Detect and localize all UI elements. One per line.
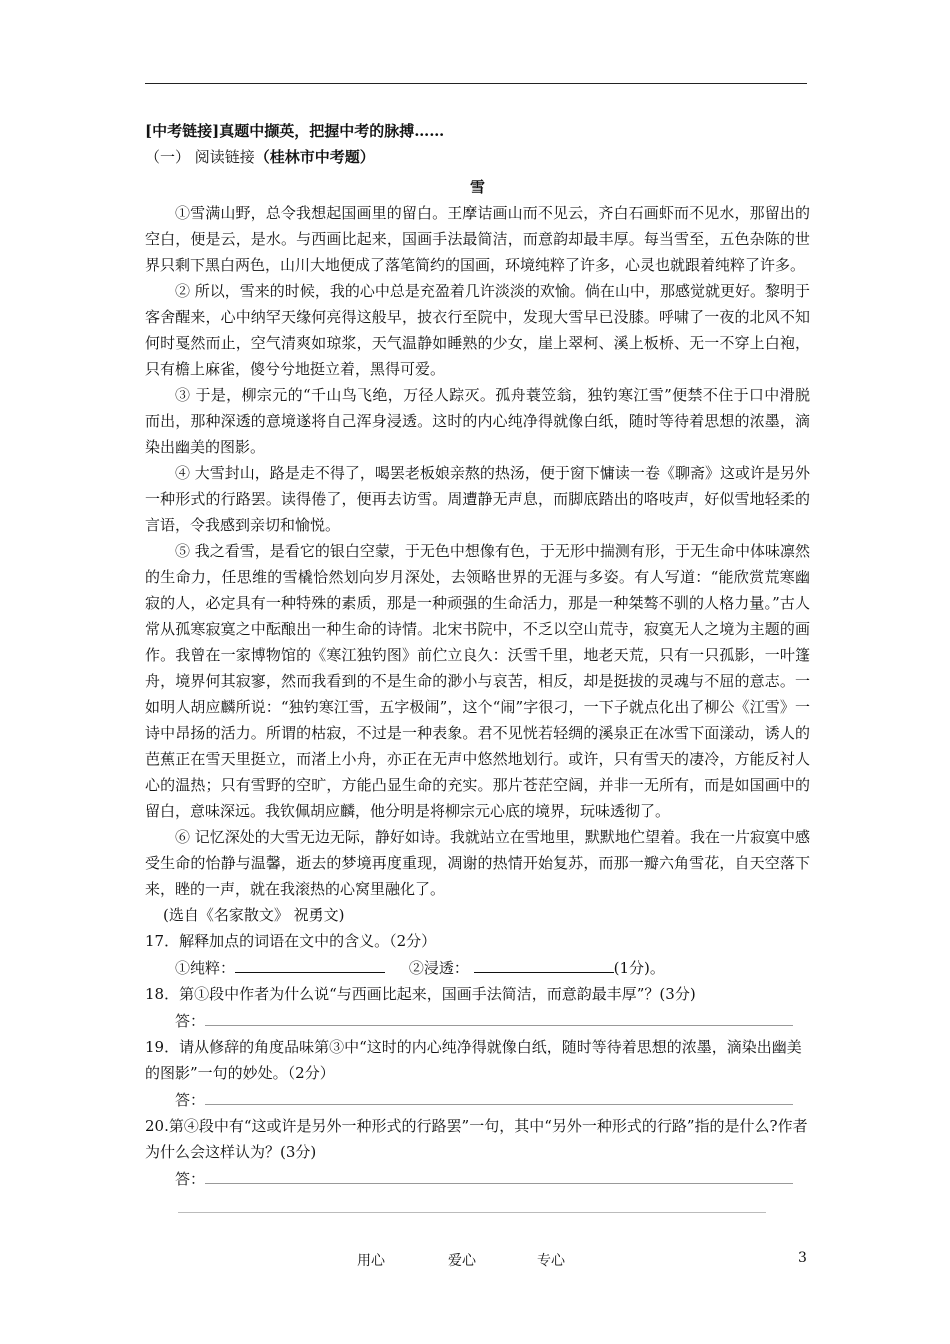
- footer-word-2: 爱心: [448, 1253, 476, 1269]
- paragraph-4: ④ 大雪封山，路是走不得了，喝罢老板娘亲熬的热汤，便于窗下慵读一卷《聊斋》这或许是另外一种形式的行路罢。读得倦了，便再去访雪。周遭静无声息，而脚底踏出的咯吱声，好似雪地轻柔的言语，令我感到亲切和愉悦。: [145, 464, 810, 534]
- q20-answer-line[interactable]: [205, 1165, 793, 1184]
- question-18: 18．第①段中作者为什么说“与西画比起来，国画手法简洁，而意韵最丰厚”？(3分): [145, 985, 696, 1003]
- paragraph-3: ③ 于是，柳宗元的“千山鸟飞绝，万径人踪灭。孤舟蓑笠翁，独钓寒江雪”便禁不住于口中滑脱而出，那种深透的意境遂将自己浑身浸透。这时的内心纯净得就像白纸，随时等待着思想的浓墨，滴染出幽美的图影。: [145, 386, 810, 456]
- paragraph-1: ①雪满山野，总令我想起国画里的留白。王摩诘画山而不见云，齐白石画虾而不见水，那留出的空白，便是云，是水。与西画比起来，国画手法最简洁，而意韵却最丰厚。每当雪至，五色杂陈的世界只剩下黑白两色，山川大地便成了落笔简约的国画，环境纯粹了许多，心灵也就跟着纯粹了许多。: [145, 204, 810, 274]
- question-17: 17．解释加点的词语在文中的含义。（2分）: [145, 932, 437, 950]
- q17-item2-blank[interactable]: [474, 954, 614, 973]
- footer-word-1: 用心: [357, 1253, 385, 1269]
- page-number: 3: [798, 1250, 807, 1266]
- q19-answer-label: 答：: [175, 1091, 206, 1109]
- q20-answer-label: 答：: [175, 1170, 206, 1188]
- question-17-items: [145, 954, 810, 981]
- paragraph-2: ② 所以，雪来的时候，我的心中总是充盈着几许淡淡的欢愉。倘在山中，那感觉就更好。黎明于客舍醒来，心中纳罕天缘何亮得这般早，披衣行至院中，发现大雪早已没膝。呼啸了一夜的北风不知何时戛然而止，空气清爽如琼浆，天气温静如睡熟的少女，崖上翠柯、溪上板桥、无一不穿上白袍，只有檐上麻雀，傻兮兮地挺立着，黑得可爱。: [145, 282, 810, 378]
- footer-word-3: 专心: [537, 1253, 565, 1269]
- q18-answer-row: [145, 1007, 810, 1034]
- q17-item1-blank[interactable]: [235, 954, 385, 973]
- paragraph-5: ⑤ 我之看雪，是看它的银白空蒙，于无色中想像有色，于无形中揣测有形，于无生命中体味凛然的生命力，任思维的雪橇恰然划向岁月深处，去领略世界的无涯与多姿。有人写道：“能欣赏荒寒幽寂的人，必定具有一种特殊的素质，那是一种顽强的生命活力，那是一种桀骜不驯的人格力量。”古人常从孤寒寂寞之中酝酿出一种生命的诗情。北宋书院中，不乏以空山荒寺，寂寞无人之境为主题的画作。我曾在一家博物馆的《寒江独钓图》前伫立良久：沃雪千里，地老天荒，只有一只孤影，一叶篷舟，境界何其寂寥，然而我看到的不是生命的渺小与哀苦，相反，却是挺拔的灵魂与不屈的意志。一如明人胡应麟所说：“独钓寒江雪，五字极闹”，这个“闹”字很刁，一下子就点化出了柳公《江雪》一诗中昂扬的活力。所谓的枯寂，不过是一种表象。君不见恍若轻绸的溪泉正在冰雪下面漾动，诱人的芭蕉正在雪天里挺立，而渚上小舟，亦正在无声中悠然地划行。或许，只有雪天的凄冷，方能反衬人心的温热；只有雪野的空旷，方能凸显生命的充实。那片苍茫空阔，并非一无所有，而是如国画中的留白，意味深远。我钦佩胡应麟，他分明是将柳宗元心底的境界，玩味透彻了。: [145, 542, 810, 820]
- section-heading: [中考链接]真题中撷英，把握中考的脉搏……: [145, 122, 445, 140]
- subsection-source: （桂林市中考题）: [254, 148, 375, 166]
- q18-answer-line[interactable]: [205, 1007, 793, 1026]
- question-20: 20.第④段中有“这或许是另外一种形式的行路罢”一句，其中“另外一种形式的行路”指的是什么?作者为什么会这样认为？(3分): [145, 1117, 808, 1161]
- q17-item2-score: (1分)。: [613, 959, 665, 977]
- paragraph-6: ⑥ 记忆深处的大雪无边无际，静好如诗。我就站立在雪地里，默默地伫望着。我在一片寂寞中感受生命的怡静与温馨，逝去的梦境再度重现，凋谢的热情开始复苏，而那一瓣六角雪花，自天空落下来，睉的一声，就在我滚热的心窝里融化了。: [145, 828, 810, 898]
- question-19: 19．请从修辞的角度品味第③中“这时的内心纯净得就像白纸，随时等待着思想的浓墨，滴染出幽美的图影”一句的妙处。（2分）: [145, 1038, 802, 1082]
- article-title: 雪: [469, 178, 485, 196]
- subsection-heading: [145, 144, 810, 170]
- q17-item2-label: ②浸透：: [408, 959, 469, 977]
- q18-answer-label: 答：: [175, 1012, 206, 1030]
- q19-answer-line[interactable]: [205, 1086, 793, 1105]
- q20-answer-row: [145, 1165, 810, 1192]
- q17-item1-label: ①纯粹：: [175, 959, 236, 977]
- q19-answer-row: [145, 1086, 810, 1113]
- article-source: (选自《名家散文》 祝勇文): [163, 906, 345, 924]
- header-rule: [145, 83, 807, 84]
- q20-extra-answer-line[interactable]: [178, 1212, 766, 1213]
- subsection-prefix: （一） 阅读链接: [145, 148, 255, 166]
- page-content: [145, 118, 810, 1192]
